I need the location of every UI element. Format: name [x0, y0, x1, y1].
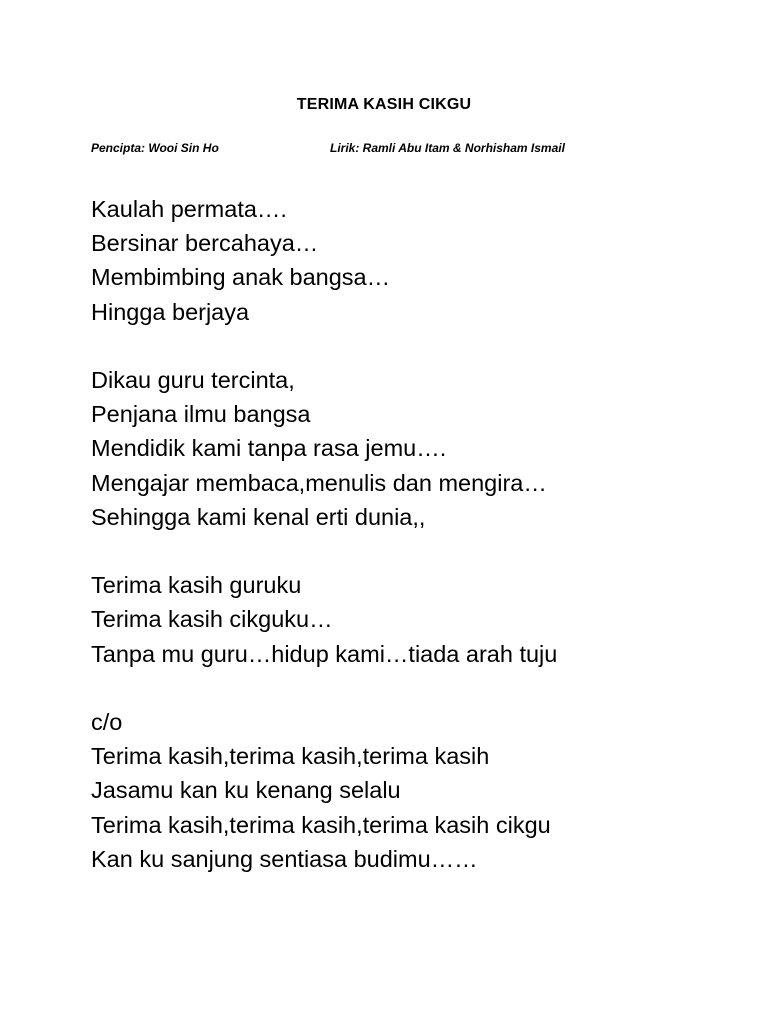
lyric-line: Membimbing anak bangsa…	[91, 264, 391, 291]
lyric-line: Terima kasih cikguku…	[91, 606, 333, 633]
lyric-line: Terima kasih guruku	[91, 572, 302, 599]
lyric-line: Hingga berjaya	[91, 298, 250, 325]
stanza-4	[91, 705, 751, 876]
lyric-line: Kan ku sanjung sentiasa budimu……	[91, 845, 478, 872]
stanza-3	[91, 568, 751, 671]
lyric-line: Dikau guru tercinta,	[91, 367, 295, 393]
lyricist-credit: Lirik: Ramli Abu Itam & Norhisham Ismail	[330, 141, 565, 155]
lyric-line: c/o	[91, 709, 123, 735]
lyric-line: Tanpa mu guru…hidup kami…tiada arah tuju	[91, 640, 558, 667]
lyric-line: Terima kasih,terima kasih,terima kasih	[91, 743, 490, 770]
lyrics-body	[91, 192, 751, 910]
song-title: TERIMA KASIH CIKGU	[296, 96, 472, 113]
lyric-line: Penjana ilmu bangsa	[91, 401, 311, 428]
stanza-1	[91, 192, 751, 329]
stanza-2	[91, 363, 751, 534]
lyric-line: Kaulah permata….	[91, 196, 287, 222]
lyric-line: Bersinar bercahaya…	[91, 230, 319, 257]
composer-credit: Pencipta: Wooi Sin Ho	[91, 141, 219, 155]
lyric-line: Sehingga kami kenal erti dunia,,	[91, 503, 426, 530]
lyric-line: Terima kasih,terima kasih,terima kasih cikgu	[91, 811, 551, 838]
lyric-line: Mengajar membaca,menulis dan mengira…	[91, 469, 547, 496]
lyric-line: Mendidik kami tanpa rasa jemu….	[91, 435, 447, 462]
lyric-line: Jasamu kan ku kenang selalu	[91, 777, 401, 804]
